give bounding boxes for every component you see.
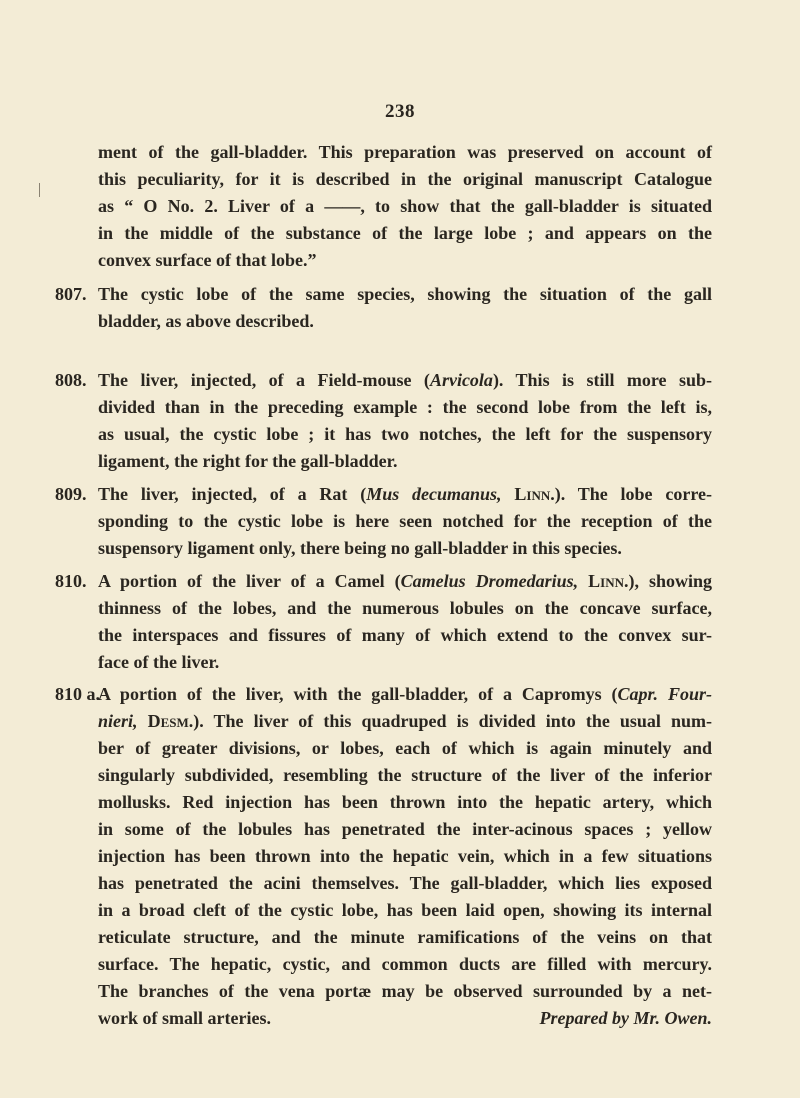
text-fragment: ). The lobe corre-	[554, 484, 712, 504]
text-line-first	[98, 568, 712, 595]
text-line-second	[98, 708, 712, 735]
text-fragment: ). The liver of this quadruped is divided into the usual num-	[193, 711, 712, 731]
text-line: ligament, the right for the gall-bladder.	[98, 451, 398, 471]
margin-mark	[39, 183, 40, 197]
species-name: Capr. Four-	[617, 684, 712, 704]
text-line-first	[98, 367, 712, 394]
page-number: 238	[385, 101, 415, 122]
text-line: in the middle of the substance of the large lobe ; and appears on the	[98, 223, 712, 243]
species-name: Camelus Dromedarius,	[400, 571, 579, 591]
text-fragment: The liver, injected, of a Rat (	[98, 484, 367, 504]
authority: Linn.	[514, 484, 555, 504]
text-line: in some of the lobules has penetrated the inter-acinous spaces ; yellow	[98, 819, 712, 839]
text-line: singularly subdivided, resembling the structure of the liver of the inferior	[98, 765, 712, 785]
text-line: mollusks. Red injection has been thrown into the hepatic artery, which	[98, 792, 712, 812]
entry-809-text	[98, 481, 712, 562]
text-line: the interspaces and fissures of many of which extend to the convex sur-	[98, 625, 712, 645]
text-fragment: work of small arteries.	[98, 1008, 271, 1028]
text-line: face of the liver.	[98, 652, 220, 672]
text-line: The cystic lobe of the same species, showing the situation of the gall	[98, 284, 712, 304]
text-line: reticulate structure, and the minute ramifications of the veins on that	[98, 927, 712, 947]
text-fragment: A portion of the liver, with the gall-bladder, of a Capromys (	[98, 684, 618, 704]
entry-807-text	[98, 281, 712, 335]
authority: Desm.	[147, 711, 194, 731]
text-line: ment of the gall-bladder. This preparation was preserved on account of	[98, 142, 712, 162]
entry-number-810: 810.	[55, 571, 87, 591]
text-line: sponding to the cystic lobe is here seen notched for the reception of the	[98, 511, 712, 531]
text-line-first	[98, 681, 712, 708]
text-line: suspensory ligament only, there being no gall-bladder in this species.	[98, 538, 622, 558]
text-line: divided than in the preceding example : the second lobe from the left is,	[98, 397, 712, 417]
entry-number-809: 809.	[55, 484, 87, 504]
authority: Linn.	[588, 571, 629, 591]
text-fragment: The liver, injected, of a Field-mouse (	[98, 370, 430, 390]
text-fragment: ), showing	[628, 571, 712, 591]
species-name: Mus decumanus,	[366, 484, 502, 504]
text-line: this peculiarity, for it is described in the original manuscript Catalogue	[98, 169, 712, 189]
text-line: injection has been thrown into the hepatic vein, which in a few situations	[98, 846, 712, 866]
entry-number-808: 808.	[55, 370, 87, 390]
text-line: in a broad cleft of the cystic lobe, has been laid open, showing its internal	[98, 900, 712, 920]
text-line-last	[98, 1005, 712, 1032]
preparer-credit: Prepared by Mr. Owen.	[539, 1008, 712, 1028]
entry-810a-text	[98, 681, 712, 1032]
entry-808-text	[98, 367, 712, 475]
entry-number-807: 807.	[55, 284, 87, 304]
text-line: surface. The hepatic, cystic, and common ducts are filled with mercury.	[98, 954, 712, 974]
text-line: ber of greater divisions, or lobes, each of which is again minutely and	[98, 738, 712, 758]
species-name: Arvicola	[429, 370, 493, 390]
text-line: as usual, the cystic lobe ; it has two notches, the left for the suspensory	[98, 424, 712, 444]
text-line: bladder, as above described.	[98, 311, 314, 331]
continuation-paragraph	[98, 139, 712, 274]
entry-810-text	[98, 568, 712, 676]
text-line: thinness of the lobes, and the numerous lobules on the concave surface,	[98, 598, 712, 618]
text-fragment: A portion of the liver of a Camel (	[98, 571, 401, 591]
species-name: nieri,	[98, 711, 138, 731]
text-line: convex surface of that lobe.”	[98, 250, 317, 270]
entry-number-810a: 810 a.	[55, 684, 100, 704]
text-line: The branches of the vena portæ may be observed surrounded by a net-	[98, 981, 712, 1001]
text-line: as “ O No. 2. Liver of a ——, to show that the gall-bladder is situated	[98, 196, 712, 216]
text-fragment: ). This is still more sub-	[492, 370, 712, 390]
text-line-first	[98, 481, 712, 508]
text-line: has penetrated the acini themselves. The gall-bladder, which lies exposed	[98, 873, 712, 893]
